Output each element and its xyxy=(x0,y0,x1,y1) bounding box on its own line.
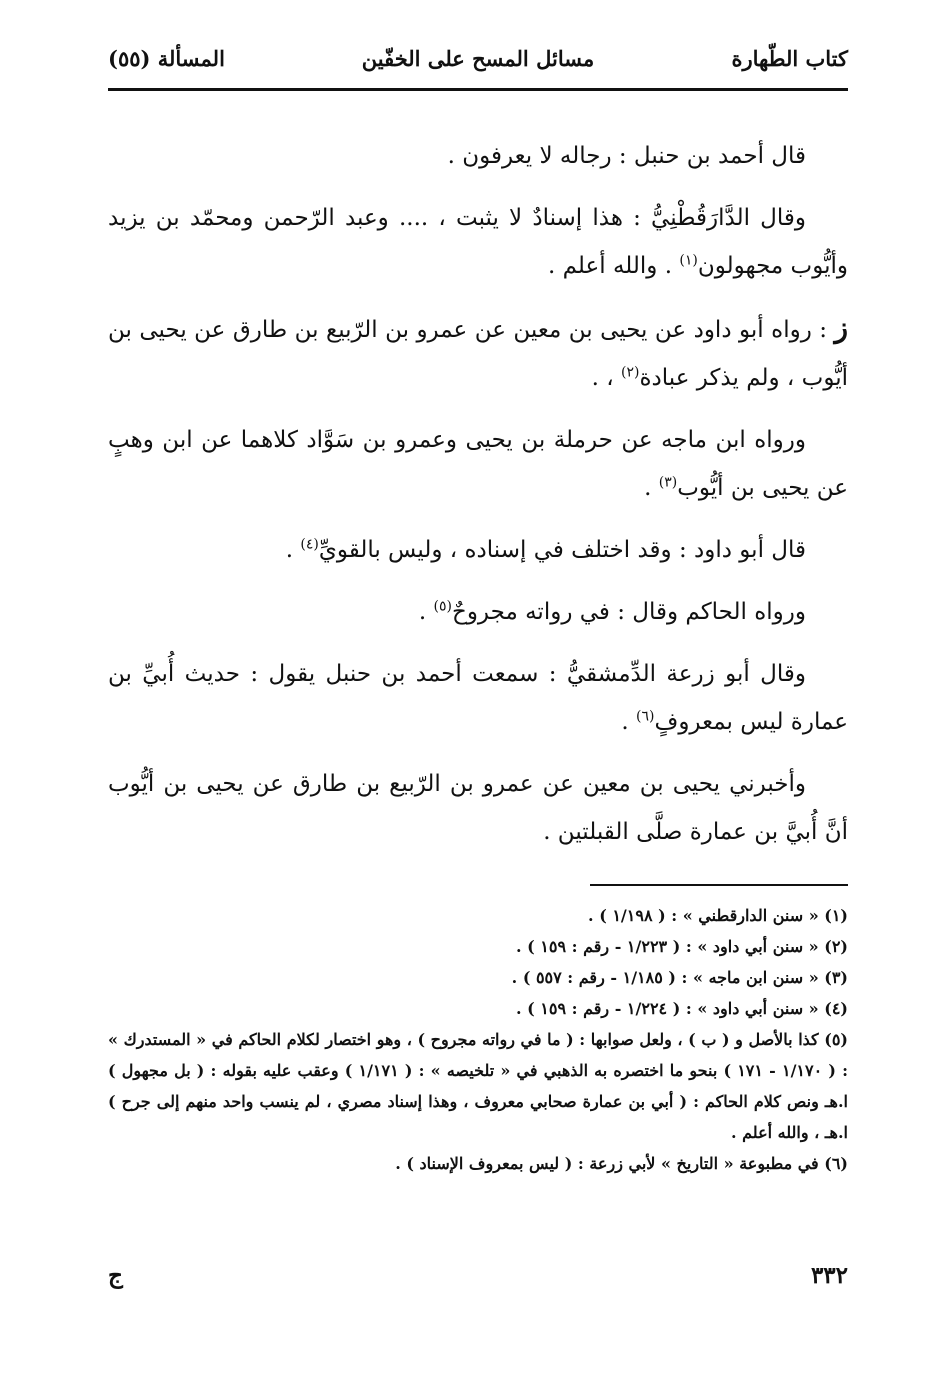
footnote-ref-2: (٢) xyxy=(621,364,640,381)
addition-marker: ز xyxy=(834,311,848,344)
footnote-2: (٢) « سنن أبي داود » : ( ١/٢٢٣ - رقم : ١٥٩ ) . xyxy=(516,937,848,956)
footnote-6: (٦) في مطبوعة « التاريخ » لأبي زرعة : ( ليس بمعروف الإسناد ) . xyxy=(395,1154,848,1173)
paragraph-8: وأخبرني يحيى بن معين عن عمرو بن الرّبيع بن طارق عن يحيى بن أيُّوب أنَّ أُبيَّ بن عمارة صلَّى القبلتين . xyxy=(108,771,848,845)
footnote-4: (٤) « سنن أبي داود » : ( ١/٢٢٤ - رقم : ١٥٩ ) . xyxy=(516,999,848,1018)
paragraph-1: قال أحمد بن حنبل : رجاله لا يعرفون . xyxy=(447,143,806,169)
paragraph-3: ز : رواه أبو داود عن يحيى بن معين عن عمرو بن الرّبيع بن طارق عن يحيى بن أيُّوب ، ولم يذكر عبادة$^{(٢)}$ ، . xyxy=(108,311,848,391)
running-header xyxy=(108,40,848,80)
footnote-ref-4: (٤) xyxy=(300,536,319,553)
paragraph-2: وقال الدَّارَقُطْنِيُّ : هذا إسنادٌ لا يثبت ، .... وعبد الرّحمن ومحمّد بن يزيد وأيُّوب مجهولون$^{(١)}$ . والله أعلم . xyxy=(108,205,848,279)
paragraph-6: ورواه الحاكم وقال : في رواته مجروحٌ$^{(٥)}$ . xyxy=(418,598,806,625)
paragraph-4: ورواه ابن ماجه عن حرملة بن يحيى وعمرو بن سَوَّاد كلاهما عن ابن وهبٍ عن يحيى بن أيُّوب$^{(٣)}$ . xyxy=(108,427,848,501)
main-text xyxy=(108,132,848,870)
footnote-3: (٣) « سنن ابن ماجه » : ( ١/١٨٥ - رقم : ٥٥٧ ) . xyxy=(511,968,848,987)
footnote-ref-5: (٥) xyxy=(433,598,452,615)
footnote-5: (٥) كذا بالأصل و ( ب ) ، ولعل صوابها : ( ما في رواته مجروح ) ، وهو اختصار لكلام الحاكم في « المستدرك » : ( ١/١٧٠ - ١٧١ ) بنحو ما اختصره به الذهبي في « تلخيصه » : ( ١/١٧١ ) وعقب عليه بقوله : ( بل مجهول ) ا.هـ ونص كلام الحاكم : ( أبي بن عمارة صحابي معروف ، وهذا إسناد مصري ، لم ينسب واحد منهم إلى جرح ) ا.هـ ، والله أعلم . xyxy=(108,1030,849,1142)
footnote-divider xyxy=(590,884,848,886)
header-divider xyxy=(108,88,848,91)
paragraph-5: قال أبو داود : وقد اختلف في إسناده ، وليس بالقويِّ$^{(٤)}$ . xyxy=(285,536,806,563)
paragraph-7: وقال أبو زرعة الدِّمشقيُّ : سمعت أحمد بن حنبل يقول : حديث أُبيِّ بن عمارة ليس بمعروفٍ$^{(٦)}$ . xyxy=(108,661,848,735)
header-issue-number: المسألة (٥٥) xyxy=(108,46,225,71)
header-chapter-title: مسائل المسح على الخفّين xyxy=(361,46,595,71)
footnote-1: (١) « سنن الدارقطني » : ( ١/١٩٨ ) . xyxy=(588,906,848,925)
footnote-ref-3: (٣) xyxy=(658,474,678,491)
header-book-title: كتاب الطّهارة xyxy=(731,46,848,71)
page-number: ٣٣٢ xyxy=(810,1262,848,1289)
footnotes xyxy=(108,900,848,1179)
footnote-ref-1: (١) xyxy=(679,252,698,269)
signature-mark: ج xyxy=(108,1262,123,1289)
footnote-ref-6: (٦) xyxy=(636,708,655,725)
